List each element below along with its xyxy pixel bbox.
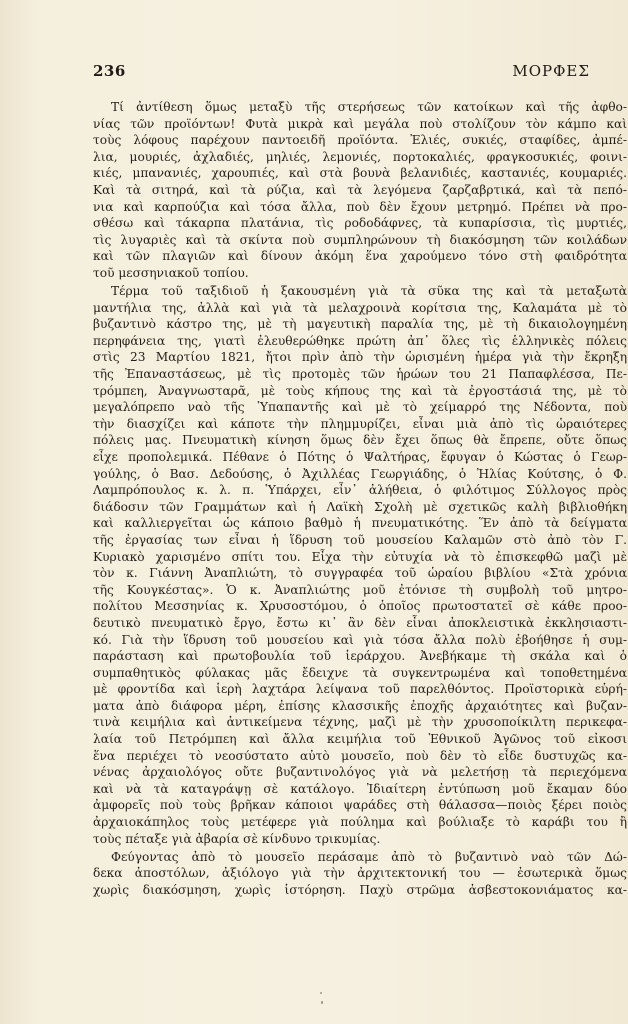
text-line: πόλεις μας. Πνευματικὴ κίνηση ὅμως δὲν ἔχει ὅπως θὰ ἔπρεπε, οὔτε ὅπως bbox=[93, 433, 627, 448]
text-line: Τί ἀντίθεση ὅμως μεταξὺ τῆς στερήσεως τῶν κατοίκων καὶ τῆς ἀφθο- bbox=[111, 100, 627, 114]
text-line: ἀρχαιοκάπηλος τοὺς μετέφερε γιὰ πούλημα καὶ βούλιαξε τὸ καράβι του ἢ bbox=[93, 815, 627, 830]
text-line: κό. Γιὰ τὴν ἵδρυση τοῦ μουσείου καὶ γιὰ τόσα ἄλλα πολὺ ἐβοήθησε ἡ συμ- bbox=[93, 632, 627, 647]
text-line: σθέσω καὶ τάκαρπα πλατάνια, τὶς ροδοδάφνες, τὰ κυπαρίσσια, τὶς μυρτιές, bbox=[93, 216, 627, 231]
text-line: τοὺς λόφους παρέχουν παντοειδῆ προϊόντα. Ἐλιές, συκιές, σταφίδες, ἀμπέ- bbox=[93, 133, 627, 148]
text-line: χωρὶς διακόσμηση, χωρὶς ἱστόρηση. Παχὺ στρῶμα ἀσβεστοκονιάματος κα- bbox=[93, 882, 627, 897]
text-line: τῆς Ἐπαναστάσεως, μὲ τὶς προτομὲς τῶν ἡρώων του 21 Παπαφλέσσα, Πε- bbox=[93, 367, 627, 381]
text-line: Φεύγοντας ἀπὸ τὸ μουσεῖο περάσαμε ἀπὸ τὸ βυζαντινὸ ναὸ τῶν Δώ- bbox=[111, 849, 627, 864]
text-line: καὶ τῶν πλαγιῶν καὶ δίνουν ἀκόμη ἕνα χαρούμενο τόνο στὴ φαιδρότητα bbox=[93, 249, 627, 264]
print-speck bbox=[321, 1001, 323, 1004]
text-line: Καὶ τὰ σιτηρά, καὶ τὰ ρύζια, καὶ τὰ λεγόμενα ζαρζαβρτικά, καὶ τὰ πεπό- bbox=[93, 182, 627, 197]
text-line: ματα ἀπὸ διάφορα μέρη, ἐπίσης κλασσικῆς ἐποχῆς ἀρχαιότητες καὶ βυζαν- bbox=[93, 698, 627, 713]
running-title: ΜΟΡΦΕΣ bbox=[512, 62, 590, 80]
text-line: συμπαθητικὸς φύλακας μᾶς ἔδειχνε τὰ συγκεντρωμένα καὶ τοποθετημένα bbox=[93, 665, 627, 680]
paragraph-2 bbox=[93, 283, 627, 847]
text-line: μὲ φροντίδα καὶ ἱερὴ λαχτάρα λείψανα τοῦ παρελθόντος. Προϊστορικὰ εὑρή- bbox=[93, 682, 627, 697]
text-line: στὶς 23 Μαρτίου 1821, ἤτοι πρὶν ἀπὸ τὴν ὡρισμένη ἡμέρα γιὰ τὴν ἔκρηξη bbox=[93, 350, 627, 365]
text-line: νια καὶ καρπούζια καὶ τόσα ἄλλα, ποὺ δὲν ἔχουν μετρημό. Πρέπει νὰ προ- bbox=[93, 199, 627, 214]
text-line: παράσταση καὶ πρωτοβουλία τοῦ ἱεράρχου. Ἀνεβήκαμε τὴ σκάλα καὶ ὁ bbox=[93, 649, 627, 664]
paragraph-3 bbox=[93, 849, 627, 899]
text-line: λαία τοῦ Πετρόμπεη καὶ ἄλλα κειμήλια τοῦ Ἐθνικοῦ Ἀγῶνος τοῦ εἰκοσι bbox=[93, 732, 627, 747]
text-line: ἕνα περιέχει τὸ νεοσύστατο αὐτὸ μουσεῖο, ποὺ δὲν τὸ εἶδε δυστυχῶς κα- bbox=[93, 748, 627, 763]
text-line: τῆς ἐργασίας των εἶναι ἡ ἵδρυση τοῦ μουσείου Καλαμῶν στὸ ἀπὸ τὸν Γ. bbox=[93, 532, 627, 547]
text-line: μεγαλόπρεπο ναὸ τῆς Ὑπαπαντῆς καὶ μὲ τὸ χείμαρρό της Νέδοντα, ποὺ bbox=[93, 400, 627, 415]
text-line: διάδοσιν τῶν Γραμμάτων καὶ ἡ Λαϊκὴ Σχολὴ μὲ σχετικῶς καλὴ βιβλιοθήκη bbox=[93, 499, 627, 514]
text-line: λια, μουριές, ἀχλαδιές, μηλιές, λεμονιές, πορτοκαλιές, φραγκοσυκιές, φοινι- bbox=[93, 149, 627, 164]
text-line: Κυριακὸ χαρισμένο σπίτι του. Εἶχα τὴν εὐτυχία νὰ τὸ ἐπισκεφθῶ μαζὶ μὲ bbox=[93, 549, 627, 564]
text-line: νένας ἀρχαιολόγος οὔτε βυζαντινολόγος γιὰ νὰ μελετήσῃ τὰ περιεχόμενα bbox=[93, 765, 627, 780]
text-line: τινὰ κειμήλια καὶ ἀντικείμενα τέχνης, μαζὶ μὲ τὴν χρυσοποίκιλτη περικεφα- bbox=[93, 715, 627, 730]
text-line: Λαμπρόπουλος κ. λ. π. Ὑπάρχει, εἶν᾽ ἀλήθεια, ὁ φιλότιμος Σύλλογος πρὸς bbox=[93, 483, 627, 498]
text-line: καὶ καλλιεργεῖται ὡς κάποιο βαθμὸ ἡ πνευματικότης. Ἕν ἀπὸ τὰ δείγματα bbox=[93, 516, 627, 531]
print-speck bbox=[320, 992, 322, 994]
text-line: νίας τῶν προϊόντων! Φυτὰ μικρὰ καὶ μεγάλα ποὺ στολίζουν τὸν κάμπο καὶ bbox=[93, 116, 627, 131]
text-line: καὶ νὰ τὰ καταγράψῃ σὲ κατάλογο. Ἰδιαίτερη ἐντύπωση μοῦ ἔκαμαν δύο bbox=[93, 781, 627, 796]
text-line: τρόμπεη, Ἀναγνωσταρᾶ, μὲ τοὺς κήπους της καὶ τὰ ἐργοστάσιά της, μὲ τὸ bbox=[93, 383, 627, 398]
text-line: τοὺς πέταξε γιὰ ἀβαρία σὲ κίνδυνο τρικυμίας. bbox=[93, 831, 381, 846]
text-line: δευτικὸ πνευματικὸ ἔργο, ἔστω κι᾽ ἂν δὲν εἶναι ἀποκλειστικὰ ἐκκλησιαστι- bbox=[93, 615, 627, 630]
text-line: τοῦ μεσσηνιακοῦ τοπίου. bbox=[93, 265, 249, 280]
text-line: τὸν κ. Γιάννη Ἀναπλιώτη, τὸ συγγραφέα τοῦ ὡραίου βιβλίου «Στὰ χρόνια bbox=[93, 566, 627, 581]
text-line: περηφάνεια της, γιατὶ ἐλευθερώθηκε πρώτη ἀπ᾽ ὅλες τὶς ἑλληνικὲς πόλεις bbox=[93, 333, 627, 348]
text-line: γούλης, ὁ Βασ. Δεδούσης, ὁ Ἀχιλλέας Γεωργιάδης, ὁ Ἠλίας Κούτσης, ὁ Φ. bbox=[93, 466, 627, 481]
text-line: δεκα ἀποστόλων, ἀξιόλογο γιὰ τὴν ἀρχιτεκτονική του — ἐσωτερικὰ ὅμως bbox=[93, 866, 627, 881]
text-line: Τέρμα τοῦ ταξιδιοῦ ἡ ξακουσμένη γιὰ τὰ σῦκα της καὶ τὰ μεταξωτὰ bbox=[111, 284, 627, 299]
text-line: εἶχε προπολεμικά. Πέθανε ὁ Πότης ὁ Ψαλτήρας, ἔφυγαν ὁ Κώστας ὁ Γεωρ- bbox=[93, 449, 627, 464]
text-line: ἀμφορεῖς ποὺ τοὺς βρῆκαν κάποιοι ψαράδες στὴ θάλασσα—ποιὸς ξέρει ποιὸς bbox=[93, 798, 627, 813]
body-text bbox=[93, 99, 627, 900]
text-line: μαντήλια της, ἀλλὰ καὶ γιὰ τὰ μελαχροινὰ κορίτσια της, Καλαμάτα μὲ τὸ bbox=[93, 300, 627, 315]
page-number: 236 bbox=[93, 62, 126, 80]
page-header bbox=[93, 62, 590, 82]
text-line: πολίτου Μεσσηνίας κ. Χρυσοστόμου, ὁ ὁποῖος πρωτοστατεῖ σὲ κάθε προο- bbox=[93, 599, 627, 614]
text-line: τὶς λυγαριὲς καὶ τὰ σκίντα ποὺ συμπληρώνουν τὴ διακόσμηση τῶν κοιλάδων bbox=[93, 232, 627, 247]
text-line: τὴν διασχίζει καὶ κάποτε τὴν πλημμυρίζει, εἶναι μιὰ ἀπὸ τὶς ὡραιότερες bbox=[93, 416, 627, 431]
text-line: βυζαντινὸ κάστρο της, μὲ τὴ μαγευτικὴ παραλία της, μὲ τὴ δικαιολογημένη bbox=[93, 317, 627, 332]
text-line: κιές, μπανανιές, χαρουπιές, καὶ στὰ βουνὰ βελανιδιές, καστανιές, κουμαριές. bbox=[93, 166, 627, 181]
paragraph-1 bbox=[93, 99, 627, 282]
text-line: τῆς Κουγκέστας». Ὁ κ. Ἀναπλιώτης μοῦ ἐτόνισε τὴ συμβολὴ τοῦ μητρο- bbox=[93, 582, 627, 597]
